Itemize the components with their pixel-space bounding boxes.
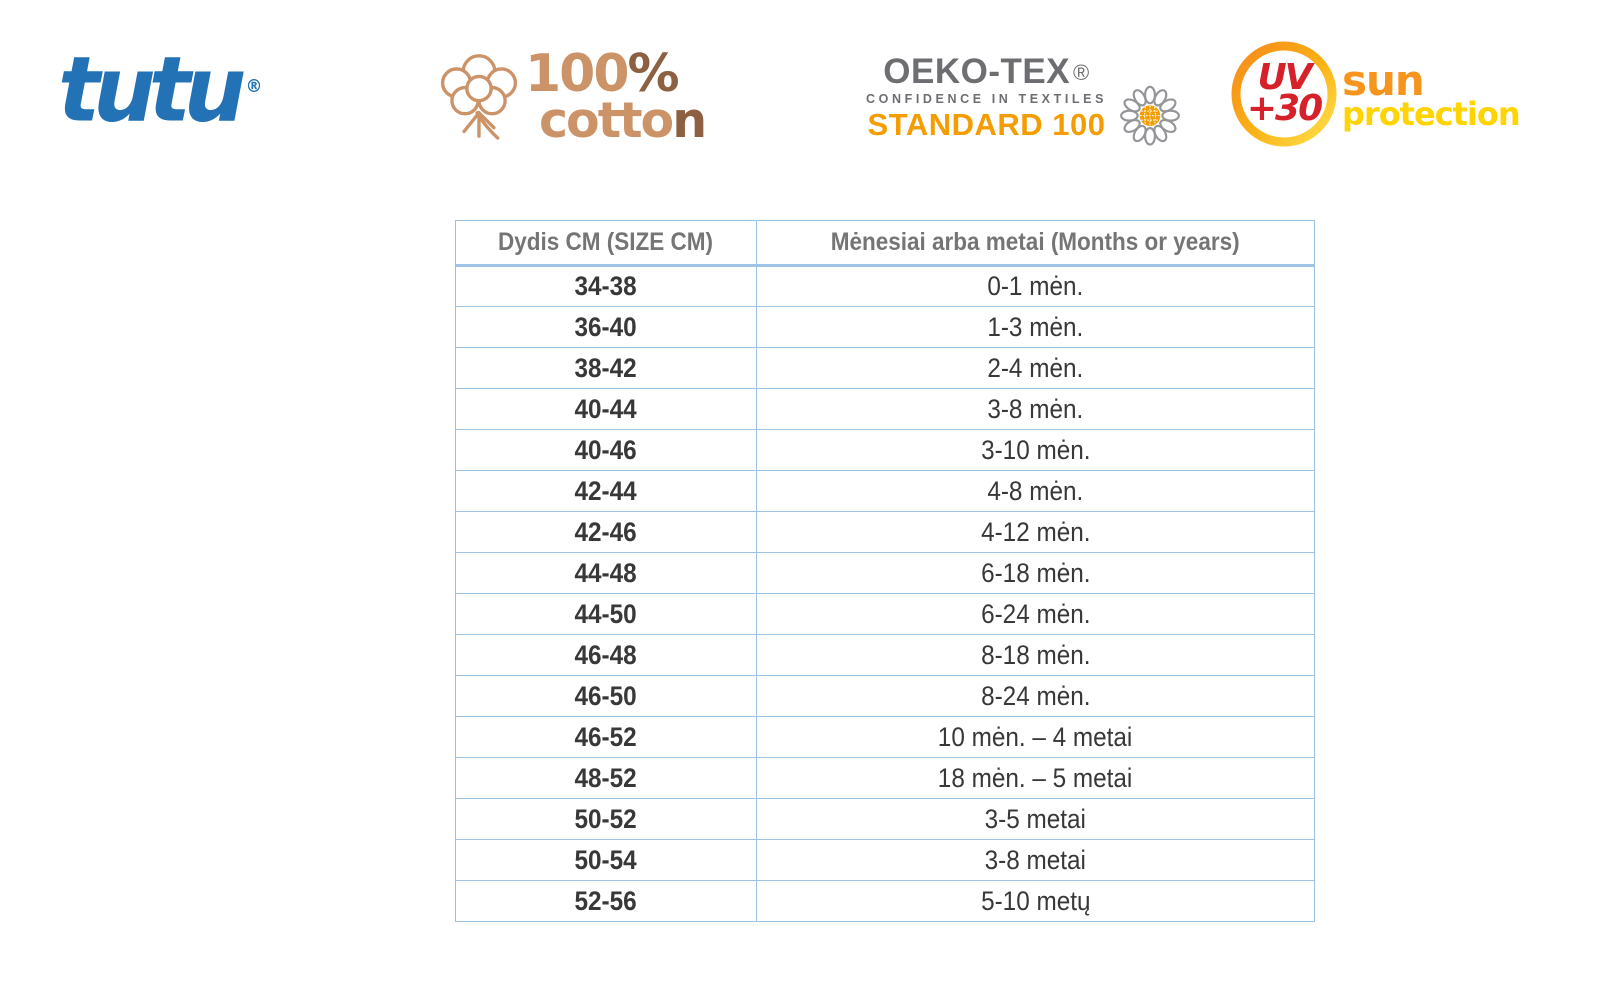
size-cell: 42-46 <box>456 512 757 553</box>
sun-label: sun <box>1342 56 1424 105</box>
size-cell: 50-54 <box>456 840 757 881</box>
size-cell: 44-48 <box>456 553 757 594</box>
size-cell: 44-50 <box>456 594 757 635</box>
uv-sun-protection-logo <box>1228 38 1520 150</box>
table-header-row <box>456 221 1315 266</box>
size-chart-table <box>455 220 1315 922</box>
uv-30-badge-icon <box>1228 38 1340 150</box>
size-cell: 46-48 <box>456 635 757 676</box>
age-cell: 3-8 mėn. <box>756 389 1314 430</box>
size-cell: 42-44 <box>456 471 757 512</box>
table-row <box>456 758 1315 799</box>
table-row <box>456 799 1315 840</box>
table-row <box>456 430 1315 471</box>
size-cell: 46-52 <box>456 717 757 758</box>
size-cell: 36-40 <box>456 307 757 348</box>
registered-trademark-icon: ® <box>1073 60 1090 85</box>
age-cell: 5-10 metų <box>756 881 1314 922</box>
size-cell: 40-44 <box>456 389 757 430</box>
age-cell: 6-24 mėn. <box>756 594 1314 635</box>
age-column-header: Mėnesiai arba metai (Months or years) <box>756 221 1314 266</box>
table-row <box>456 717 1315 758</box>
age-cell: 4-12 mėn. <box>756 512 1314 553</box>
table-row <box>456 840 1315 881</box>
age-cell: 18 mėn. – 5 metai <box>756 758 1314 799</box>
table-row <box>456 635 1315 676</box>
age-cell: 3-10 mėn. <box>756 430 1314 471</box>
cotton-100-percent-logo <box>423 44 706 149</box>
size-cell: 52-56 <box>456 881 757 922</box>
size-cell: 48-52 <box>456 758 757 799</box>
oeko-tex-emblem-icon <box>1117 78 1183 150</box>
age-cell: 8-18 mėn. <box>756 635 1314 676</box>
age-cell: 3-8 metai <box>756 840 1314 881</box>
oeko-tex-title: OEKO-TEX ® <box>883 52 1090 91</box>
table-row <box>456 348 1315 389</box>
cotton-logo-100-percent: 100% <box>525 44 678 104</box>
table-row <box>456 594 1315 635</box>
age-cell: 2-4 mėn. <box>756 348 1314 389</box>
uv-30-badge-text: UV +30 <box>1246 57 1322 129</box>
cotton-logo-word: cotton <box>539 92 706 149</box>
table-row <box>456 307 1315 348</box>
age-cell: 3-5 metai <box>756 799 1314 840</box>
registered-trademark-icon: ® <box>245 76 263 98</box>
table-row <box>456 512 1315 553</box>
cotton-flower-icon <box>423 46 535 146</box>
age-cell: 4-8 mėn. <box>756 471 1314 512</box>
tutu-brand-logo <box>58 30 298 150</box>
age-cell: 10 mėn. – 4 metai <box>756 717 1314 758</box>
size-cell: 34-38 <box>456 266 757 307</box>
age-cell: 1-3 mėn. <box>756 307 1314 348</box>
age-cell: 6-18 mėn. <box>756 553 1314 594</box>
oeko-tex-subtitle: CONFIDENCE IN TEXTILES <box>866 92 1108 106</box>
table-row <box>456 266 1315 307</box>
size-column-header: Dydis CM (SIZE CM) <box>456 221 757 266</box>
table-row <box>456 553 1315 594</box>
size-cell: 40-46 <box>456 430 757 471</box>
table-row <box>456 676 1315 717</box>
table-row <box>456 881 1315 922</box>
size-cell: 46-50 <box>456 676 757 717</box>
age-cell: 0-1 mėn. <box>756 266 1314 307</box>
oeko-tex-standard-100-logo <box>866 54 1183 140</box>
protection-label: protection <box>1342 94 1520 133</box>
table-row <box>456 471 1315 512</box>
size-cell: 50-52 <box>456 799 757 840</box>
size-cell: 38-42 <box>456 348 757 389</box>
table-row <box>456 389 1315 430</box>
age-cell: 8-24 mėn. <box>756 676 1314 717</box>
tutu-logo-text: tutu ® <box>58 36 263 143</box>
oeko-tex-standard-label: STANDARD 100 <box>867 106 1106 142</box>
